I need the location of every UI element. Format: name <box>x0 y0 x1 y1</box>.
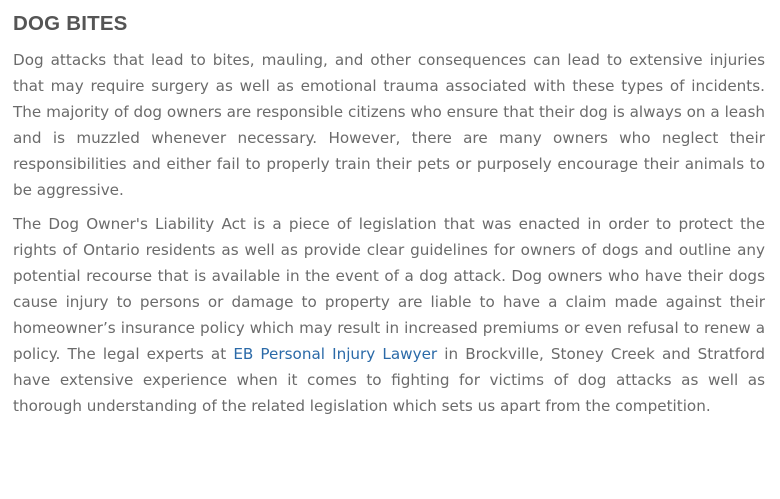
paragraph-legislation <box>13 211 765 419</box>
paragraph-legislation-text-end: in Brockville, Stoney Creek and Stratford have extensive experience when it comes to fighting for victims of dog attacks as well as thorough understanding of the related legislation which sets us apart from the competition. <box>13 345 765 415</box>
section-title: DOG BITES <box>13 12 128 35</box>
paragraph-intro: Dog attacks that lead to bites, mauling, and other consequences can lead to extensive injuries that may require surgery as well as emotional trauma associated with these types of incidents. The majority of dog owners are responsible citizens who ensure that their dog is always on a leash and is muzzled whenever necessary. However, there are many owners who neglect their responsibilities and either fail to properly train their pets or purposely encourage their animals to be aggressive. <box>13 51 765 199</box>
eb-personal-injury-lawyer-link[interactable]: EB Personal Injury Lawyer <box>233 345 438 363</box>
paragraph-legislation-text-start: The Dog Owner's Liability Act is a piece of legislation that was enacted in order to protect the rights of Ontario residents as well as provide clear guidelines for owners of dogs and outline any potential recourse that is available in the event of a dog attack. Dog owners who have their dogs cause injury to persons or damage to property are liable to have a claim made against their homeowner’s insurance policy which may result in increased premiums or even refusal to renew a policy. The legal experts at <box>13 215 765 363</box>
